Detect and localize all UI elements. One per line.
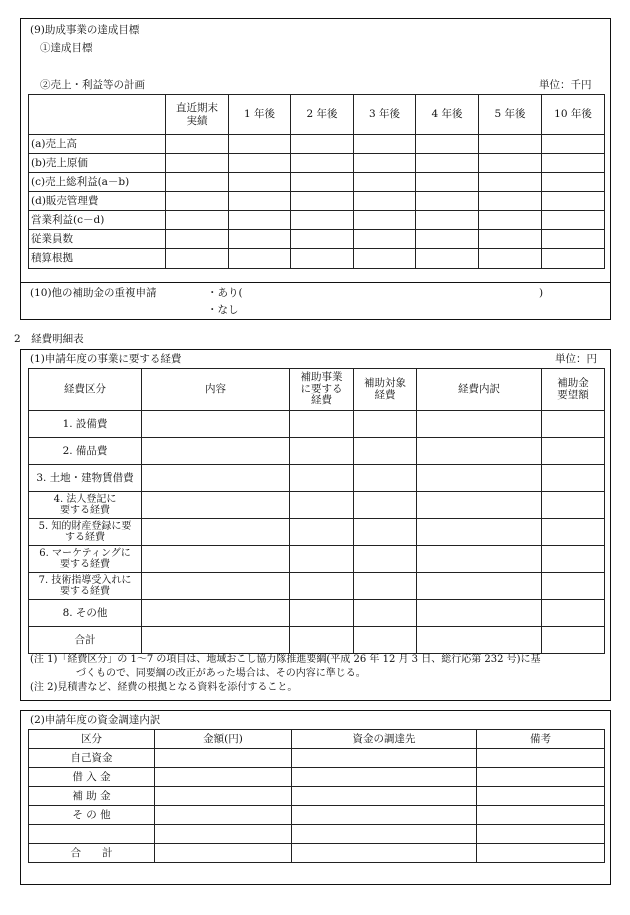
header-year4: 4 年後	[416, 95, 479, 135]
cell[interactable]	[291, 192, 354, 211]
cell[interactable]	[155, 787, 292, 806]
row-other: 8. その他	[29, 600, 142, 627]
cell[interactable]	[290, 546, 354, 573]
section-divider	[20, 282, 611, 283]
cell[interactable]	[166, 154, 229, 173]
row-sales: (a)売上高	[29, 135, 166, 154]
cell[interactable]	[166, 173, 229, 192]
row-sga: (d)販売管理費	[29, 192, 166, 211]
cell[interactable]	[292, 768, 477, 787]
cell[interactable]	[142, 627, 290, 654]
cell[interactable]	[542, 230, 605, 249]
header-year10: 10 年後	[542, 95, 605, 135]
cell[interactable]	[229, 173, 291, 192]
cell[interactable]	[479, 154, 542, 173]
cell[interactable]	[479, 135, 542, 154]
cell[interactable]	[542, 249, 605, 269]
plan-label: ②売上・利益等の計画	[40, 79, 145, 91]
cell[interactable]	[142, 600, 290, 627]
expense-table	[28, 368, 605, 654]
cell[interactable]	[290, 492, 354, 519]
cell[interactable]	[142, 573, 290, 600]
header-year1: 1 年後	[229, 95, 291, 135]
cell[interactable]	[354, 438, 417, 465]
cell[interactable]	[477, 768, 605, 787]
cell[interactable]	[290, 627, 354, 654]
cell[interactable]	[477, 787, 605, 806]
note-1: (注 1)「経費区分」の 1～7 の項目は、地域おこし協力隊推進要綱(平成 26 年 12 月 3 日、総行応第 232 号)に基	[30, 654, 541, 665]
header-source: 資金の調達先	[292, 730, 477, 749]
cell[interactable]	[291, 135, 354, 154]
cell[interactable]	[417, 573, 542, 600]
row-subsidy: 補 助 金	[29, 787, 155, 806]
cell[interactable]	[416, 230, 479, 249]
cell[interactable]	[155, 768, 292, 787]
row-blank	[29, 825, 155, 844]
cell[interactable]	[354, 519, 417, 546]
row-own-funds: 自己資金	[29, 749, 155, 768]
cell[interactable]	[292, 844, 477, 863]
cell[interactable]	[290, 600, 354, 627]
row-registration: 4. 法人登記に 要する経費	[29, 492, 142, 519]
cell[interactable]	[477, 806, 605, 825]
option-yes[interactable]: ・あり(	[207, 287, 243, 299]
cell[interactable]	[417, 438, 542, 465]
header-year2: 2 年後	[291, 95, 354, 135]
header-year3: 3 年後	[354, 95, 416, 135]
cell[interactable]	[155, 825, 292, 844]
header-eligible-cost: 補助対象 経費	[354, 369, 417, 411]
cell[interactable]	[290, 465, 354, 492]
cell[interactable]	[166, 230, 229, 249]
cell[interactable]	[417, 492, 542, 519]
expense-title: (1)申請年度の事業に要する経費	[30, 353, 182, 365]
cell[interactable]	[354, 173, 416, 192]
cell[interactable]	[292, 825, 477, 844]
cell[interactable]	[354, 627, 417, 654]
cell[interactable]	[166, 249, 229, 269]
cell[interactable]	[417, 627, 542, 654]
row-tech-guidance: 7. 技術指導受入れに 要する経費	[29, 573, 142, 600]
cell[interactable]	[354, 211, 416, 230]
cell[interactable]	[542, 211, 605, 230]
cell[interactable]	[542, 173, 605, 192]
cell[interactable]	[292, 787, 477, 806]
cell[interactable]	[417, 519, 542, 546]
row-employees: 従業員数	[29, 230, 166, 249]
cell[interactable]	[479, 211, 542, 230]
cell[interactable]	[155, 749, 292, 768]
cell[interactable]	[479, 249, 542, 269]
cell[interactable]	[291, 173, 354, 192]
cell[interactable]	[290, 573, 354, 600]
cell[interactable]	[290, 519, 354, 546]
corner-cell	[29, 95, 166, 135]
row-operating-profit: 営業利益(c－d)	[29, 211, 166, 230]
row-basis: 積算根拠	[29, 249, 166, 269]
cell[interactable]	[142, 546, 290, 573]
cell[interactable]	[354, 465, 417, 492]
cell[interactable]	[542, 438, 605, 465]
cell[interactable]	[417, 600, 542, 627]
cell[interactable]	[291, 154, 354, 173]
header-project-cost: 補助事業 に要する 経費	[290, 369, 354, 411]
cell[interactable]	[477, 844, 605, 863]
cell[interactable]	[354, 154, 416, 173]
cell[interactable]	[354, 546, 417, 573]
cell[interactable]	[542, 492, 605, 519]
cell[interactable]	[229, 230, 291, 249]
section2-title: 2 経費明細表	[14, 333, 84, 345]
row-equipment: 1. 設備費	[29, 411, 142, 438]
cell[interactable]	[354, 492, 417, 519]
goal-label: ①達成目標	[40, 42, 93, 54]
cell[interactable]	[354, 411, 417, 438]
cell[interactable]	[290, 438, 354, 465]
cell[interactable]	[477, 825, 605, 844]
cell[interactable]	[417, 465, 542, 492]
row-funding-total: 合 計	[29, 844, 155, 863]
sales-plan-table	[28, 94, 605, 269]
row-rent: 3. 土地・建物賃借費	[29, 465, 142, 492]
cell[interactable]	[229, 211, 291, 230]
header-category: 経費区分	[29, 369, 142, 411]
cell[interactable]	[292, 806, 477, 825]
cell[interactable]	[416, 173, 479, 192]
cell[interactable]	[142, 438, 290, 465]
cell[interactable]	[291, 211, 354, 230]
cell[interactable]	[479, 173, 542, 192]
section9-title: (9)助成事業の達成目標	[30, 24, 140, 36]
cell[interactable]	[354, 230, 416, 249]
header-content: 内容	[142, 369, 290, 411]
header-year5: 5 年後	[479, 95, 542, 135]
cell[interactable]	[416, 135, 479, 154]
cell[interactable]	[542, 154, 605, 173]
header-request: 補助金 要望額	[542, 369, 605, 411]
cell[interactable]	[354, 192, 416, 211]
cell[interactable]	[479, 230, 542, 249]
cell[interactable]	[229, 192, 291, 211]
cell[interactable]	[416, 192, 479, 211]
header-breakdown: 経費内訳	[417, 369, 542, 411]
cell[interactable]	[142, 519, 290, 546]
cell[interactable]	[416, 154, 479, 173]
cell[interactable]	[229, 154, 291, 173]
funding-table	[28, 729, 605, 863]
funding-title: (2)申請年度の資金調達内訳	[30, 714, 161, 726]
note-2: (注 2)見積書など、経費の根拠となる資料を添付すること。	[30, 682, 298, 693]
cell[interactable]	[417, 411, 542, 438]
row-cogs: (b)売上原価	[29, 154, 166, 173]
row-supplies: 2. 備品費	[29, 438, 142, 465]
header-amount: 金額(円)	[155, 730, 292, 749]
cell[interactable]	[417, 546, 542, 573]
cell[interactable]	[229, 135, 291, 154]
expense-unit: 単位：円	[555, 353, 597, 365]
header-division: 区分	[29, 730, 155, 749]
cell[interactable]	[142, 465, 290, 492]
cell[interactable]	[142, 492, 290, 519]
cell[interactable]	[155, 806, 292, 825]
cell[interactable]	[542, 192, 605, 211]
row-marketing: 6. マーケティングに 要する経費	[29, 546, 142, 573]
row-ip: 5. 知的財産登録に要 する経費	[29, 519, 142, 546]
option-no[interactable]: ・なし	[207, 304, 239, 316]
row-borrowing: 借 入 金	[29, 768, 155, 787]
cell[interactable]	[479, 192, 542, 211]
cell[interactable]	[354, 573, 417, 600]
cell[interactable]	[354, 135, 416, 154]
cell[interactable]	[166, 192, 229, 211]
option-yes-close: )	[539, 287, 544, 299]
cell[interactable]	[166, 211, 229, 230]
cell[interactable]	[542, 600, 605, 627]
cell[interactable]	[354, 249, 416, 269]
row-total: 合計	[29, 627, 142, 654]
cell[interactable]	[542, 627, 605, 654]
cell[interactable]	[542, 411, 605, 438]
cell[interactable]	[229, 249, 291, 269]
cell[interactable]	[542, 573, 605, 600]
cell[interactable]	[416, 249, 479, 269]
cell[interactable]	[542, 135, 605, 154]
cell[interactable]	[354, 600, 417, 627]
cell[interactable]	[477, 749, 605, 768]
cell[interactable]	[142, 411, 290, 438]
cell[interactable]	[542, 465, 605, 492]
note-1-continued: づくもので、同要綱の改正があった場合は、その内容に準じる。	[76, 668, 366, 679]
row-funding-other: そ の 他	[29, 806, 155, 825]
cell[interactable]	[291, 249, 354, 269]
cell[interactable]	[292, 749, 477, 768]
cell[interactable]	[542, 519, 605, 546]
cell[interactable]	[416, 211, 479, 230]
cell[interactable]	[291, 230, 354, 249]
cell[interactable]	[290, 411, 354, 438]
cell[interactable]	[542, 546, 605, 573]
header-latest: 直近期末 実績	[166, 95, 229, 135]
cell[interactable]	[166, 135, 229, 154]
section10-title: (10)他の補助金の重複申請	[30, 287, 157, 299]
row-gross-profit: (c)売上総利益(a－b)	[29, 173, 166, 192]
cell[interactable]	[155, 844, 292, 863]
plan-unit: 単位：千円	[539, 79, 592, 91]
header-remarks: 備考	[477, 730, 605, 749]
